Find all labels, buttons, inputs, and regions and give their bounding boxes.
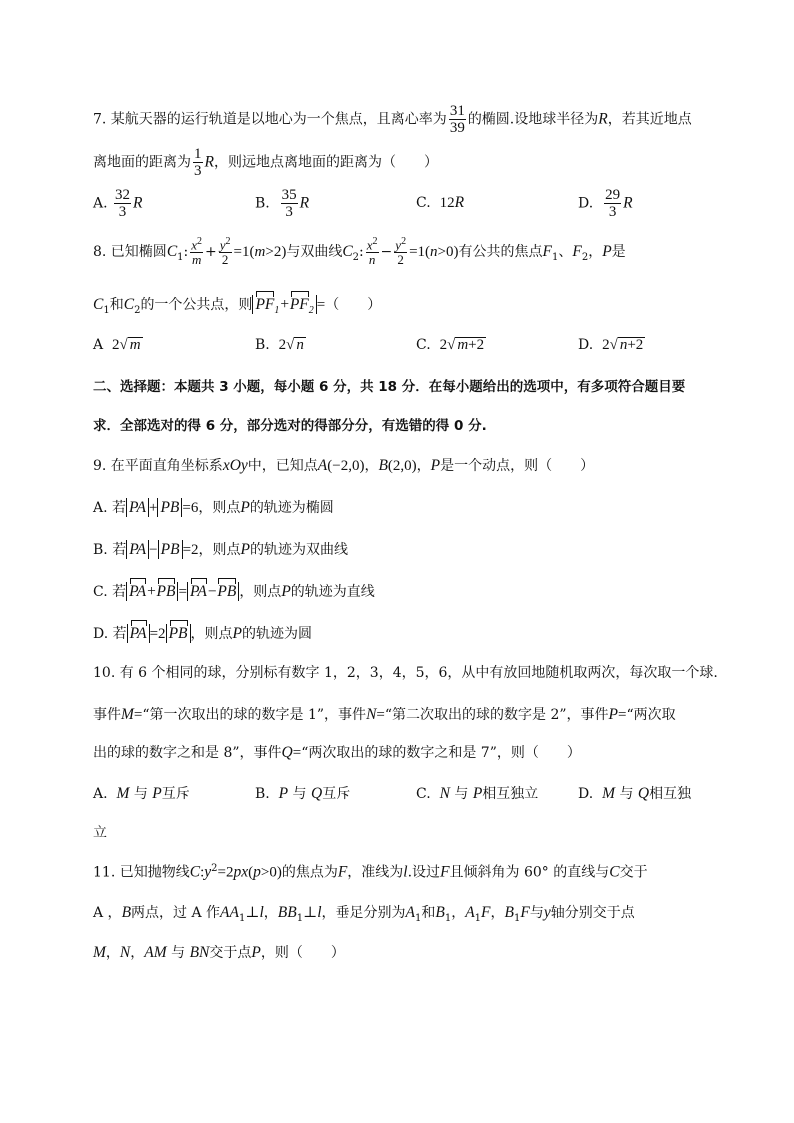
q9-option-d: D. 若 PA =2 PB ，则点P的轨迹为圆 [93, 625, 312, 642]
q10-option-c: C. N 与 P相互独立 [416, 785, 539, 802]
q11-line3: M，N，AM 与 BN交于点P，则（ ） [93, 944, 345, 961]
q7-option-a: A. $\frac{32}{3}$ R [93, 187, 143, 221]
q7-line1: 7. 某航天器的运行轨道是以地心为一个焦点，且离心率为 $\frac{31}{39}$ 的椭圆.设地球半径为R，若其近地点 [93, 103, 692, 137]
eccentricity-fraction: $\frac{31}{39}$ [449, 103, 465, 137]
q11-line1: 11. 已知抛物线$C:y^2=2px(p>0)$的焦点为F，准线为l.设过F且倾斜角为 60° 的直线与C交于 [93, 863, 648, 881]
q9-option-a: A. 若 PA + PB =6，则点P的轨迹为椭圆 [93, 499, 334, 516]
q8-option-c: C. 2√ m+2 [416, 337, 485, 353]
q9-option-b: B. 若 PA − PB =2，则点P的轨迹为双曲线 [93, 541, 348, 558]
q7-line2: 离地面的距离为 $\frac{1}{3}$ R，则远地点离地面的距离为（ ） [93, 146, 438, 180]
q10-line3: 出的球的数字之和是 8”，事件Q=“两次取出的球的数字之和是 7”，则（ ） [93, 744, 581, 761]
q9-option-c: C. 若 PA+PB = PA−PB ，则点P的轨迹为直线 [93, 583, 375, 600]
q7-option-d: D. $\frac{29}{3}$ R [578, 187, 633, 221]
q9-stem: 9. 在平面直角坐标系xOy中，已知点A(−2,0)，B(2,0)，P是一个动点，则（ ） [93, 457, 595, 474]
q7-option-b: B. $\frac{35}{3}$ R [255, 187, 310, 221]
q10-line1: 10. 有 6 个相同的球，分别标有数字 1，2，3，4，5，6，从中有放回地随机取两次，每次取一个球. [93, 665, 718, 681]
q8-option-a: A 2√ m [93, 337, 141, 353]
q10-option-d: D. M 与 Q相互独 [578, 785, 692, 802]
q7-option-c: C. 12R [416, 194, 465, 211]
section2-heading-line2: 求．全部选对的得 6 分，部分选对的得部分分，有选错的得 0 分. [93, 418, 487, 434]
q8-line1: 8. 已知椭圆$C_1$: $\frac{x^2}{m}$ + $\frac{y^2}{2}$ =1(m>2)与双曲线$C_2$: $\frac{x^2}{n}$ − $\frac{y^2}{2}$ =1(n>0)有公共的焦点$F_1$、$F_2$，P是 [93, 236, 626, 268]
near-distance-fraction: $\frac{1}{3}$ [194, 146, 202, 180]
section2-heading-line1: 二、选择题：本题共 3 小题，每小题 6 分，共 18 分．在每小题给出的选项中，有多项符合题目要 [93, 379, 686, 395]
q10-line2: 事件M=“第一次取出的球的数字是 1”，事件N=“第二次取出的球的数字是 2”，事件P=“两次取 [93, 706, 676, 723]
q8-option-d: D. 2√ n+2 [578, 337, 644, 353]
q8-line2: $C_1$和$C_2$的一个公共点，则 $PF_1+PF_2$ =（ ） [93, 296, 382, 317]
q10-option-b: B. P 与 Q互斥 [255, 785, 351, 802]
q10-option-d-wrap: 立 [93, 825, 107, 841]
q11-line2: A ，B两点，过 A 作$AA_1\perp l$，$BB_1\perp l$，垂足分别为$A_1$和$B_1$，$A_1F$，$B_1F$与y轴分别交于点 [93, 904, 635, 924]
q10-option-a: A. M 与 P互斥 [93, 785, 190, 802]
q8-option-b: B. 2√ n [255, 337, 304, 353]
